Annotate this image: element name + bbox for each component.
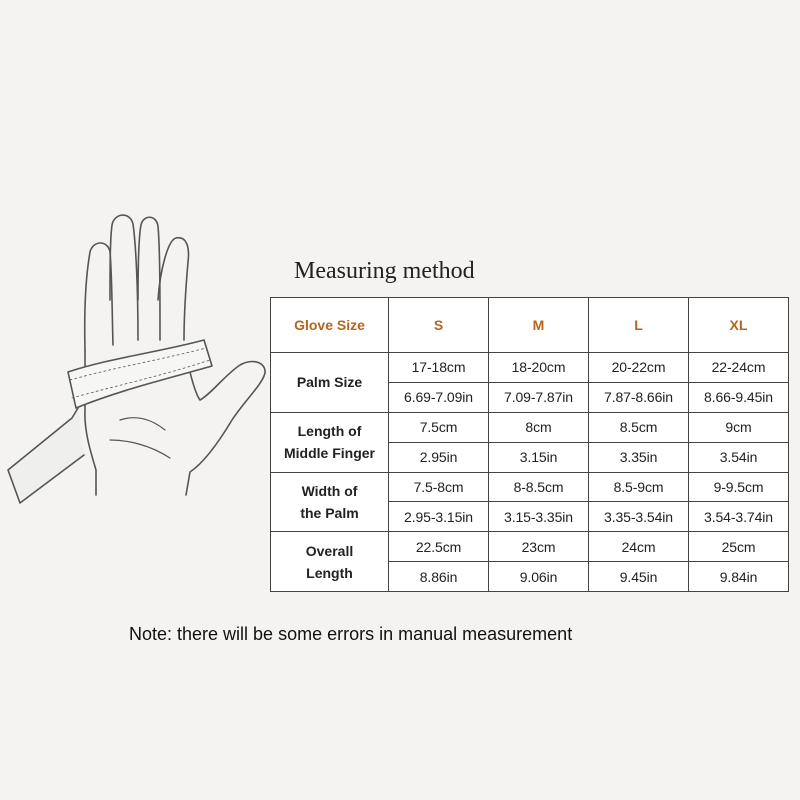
cell-cm: 8cm: [489, 412, 589, 442]
cell-in: 2.95in: [389, 442, 489, 472]
header-size-xl: XL: [689, 298, 789, 353]
cell-in: 3.35-3.54in: [589, 502, 689, 532]
header-size-l: L: [589, 298, 689, 353]
row-label-line: Width of: [301, 482, 358, 499]
row-label-line: Length: [306, 564, 353, 581]
glove-size-table: [270, 297, 789, 592]
cell-cm: 17-18cm: [389, 353, 489, 383]
cell-cm: 9cm: [689, 412, 789, 442]
cell-in: 9.06in: [489, 562, 589, 592]
header-size-m: M: [489, 298, 589, 353]
row-label-line: the Palm: [300, 504, 359, 521]
cell-cm: 24cm: [589, 532, 689, 562]
cell-in: 3.35in: [589, 442, 689, 472]
cell-cm: 25cm: [689, 532, 789, 562]
hand-with-measuring-tape-icon: [0, 200, 280, 520]
row-label-line: Palm Size: [296, 374, 363, 391]
cell-cm: 8.5-9cm: [589, 472, 689, 502]
cell-cm: 18-20cm: [489, 353, 589, 383]
row-label-line: Middle Finger: [284, 445, 375, 462]
table-header-row: [271, 298, 789, 353]
cell-cm: 7.5-8cm: [389, 472, 489, 502]
cell-in: 9.84in: [689, 562, 789, 592]
table-row: [271, 532, 789, 562]
header-size-s: S: [389, 298, 489, 353]
row-label-middle-finger-length: [271, 412, 389, 472]
cell-in: 3.54in: [689, 442, 789, 472]
cell-in: 8.66-9.45in: [689, 382, 789, 412]
cell-in: 3.15in: [489, 442, 589, 472]
table-row: [271, 412, 789, 442]
row-label-palm-size: [271, 353, 389, 413]
cell-in: 3.15-3.35in: [489, 502, 589, 532]
page-title: Measuring method: [294, 258, 475, 284]
header-glove-size: Glove Size: [271, 298, 389, 353]
cell-cm: 20-22cm: [589, 353, 689, 383]
cell-in: 7.87-8.66in: [589, 382, 689, 412]
cell-cm: 7.5cm: [389, 412, 489, 442]
cell-cm: 9-9.5cm: [689, 472, 789, 502]
row-label-line: Overall: [305, 542, 354, 559]
cell-cm: 22-24cm: [689, 353, 789, 383]
cell-cm: 8-8.5cm: [489, 472, 589, 502]
row-label-line: Length of: [297, 423, 362, 440]
table-row: [271, 353, 789, 383]
cell-cm: 8.5cm: [589, 412, 689, 442]
measurement-note: Note: there will be some errors in manual measurement: [129, 624, 573, 644]
row-label-overall-length: [271, 532, 389, 592]
cell-in: 9.45in: [589, 562, 689, 592]
cell-in: 7.09-7.87in: [489, 382, 589, 412]
table-row: [271, 472, 789, 502]
cell-cm: 23cm: [489, 532, 589, 562]
cell-in: 3.54-3.74in: [689, 502, 789, 532]
cell-in: 2.95-3.15in: [389, 502, 489, 532]
cell-in: 8.86in: [389, 562, 489, 592]
row-label-palm-width: [271, 472, 389, 532]
cell-cm: 22.5cm: [389, 532, 489, 562]
cell-in: 6.69-7.09in: [389, 382, 489, 412]
